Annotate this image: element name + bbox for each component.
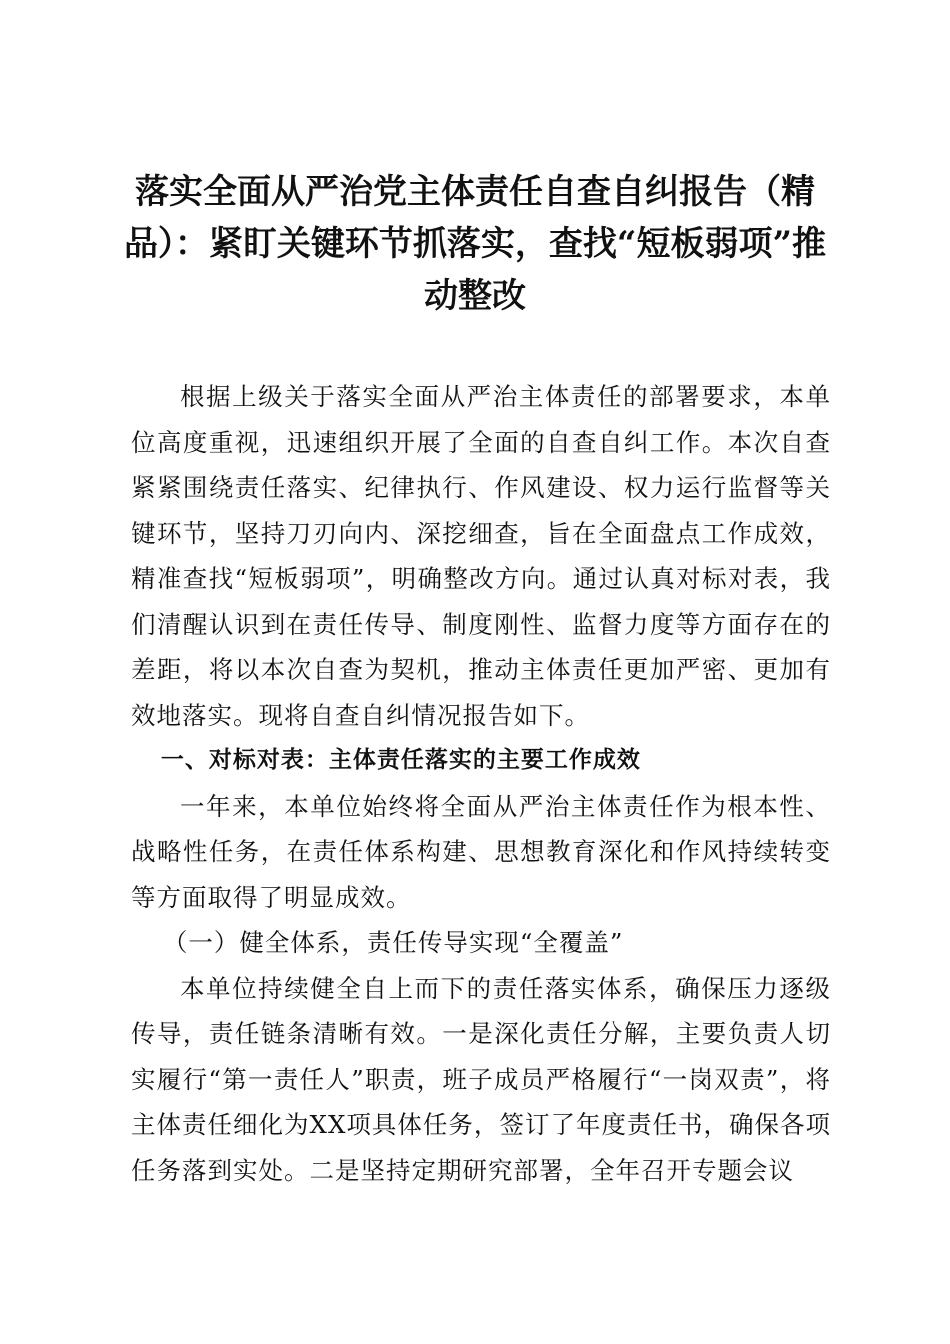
section-heading-1: 一、对标对表：主体责任落实的主要工作成效 [160, 747, 641, 773]
section-1-paragraph: 一年来，本单位始终将全面从严治主体责任作为根本性、战略性任务，在责任体系构建、思想教育深化和作风持续转变等方面取得了明显成效。 [131, 791, 831, 912]
document-title: 落实全面从严治党主体责任自查自纠报告（精品）：紧盯关键环节抓落实，查找“短板弱项”推动整改 [123, 172, 827, 316]
document-body [131, 374, 831, 1193]
subsection-1-paragraph: 本单位持续健全自上而下的责任落实体系，确保压力逐级传导，责任链条清晰有效。一是深化责任分解，主要负责人切实履行“第一责任人”职责，班子成员严格履行“一岗双责”，将主体责任细化为XX项具体任务，签订了年度责任书，确保各项任务落到实处。二是坚持定期研究部署，全年召开专题会议 [131, 973, 831, 1185]
intro-paragraph: 根据上级关于落实全面从严治主体责任的部署要求，本单位高度重视，迅速组织开展了全面的自查自纠工作。本次自查紧紧围绕责任落实、纪律执行、作风建设、权力运行监督等关键环节，坚持刀刃向内、深挖细查，旨在全面盘点工作成效，精准查找“短板弱项”，明确整改方向。通过认真对标对表，我们清醒认识到在责任传导、制度刚性、监督力度等方面存在的差距，将以本次自查为契机，推动主体责任更加严密、更加有效地落实。现将自查自纠情况报告如下。 [131, 382, 831, 730]
subsection-heading-1: （一）健全体系，责任传导实现“全覆盖” [162, 928, 624, 957]
